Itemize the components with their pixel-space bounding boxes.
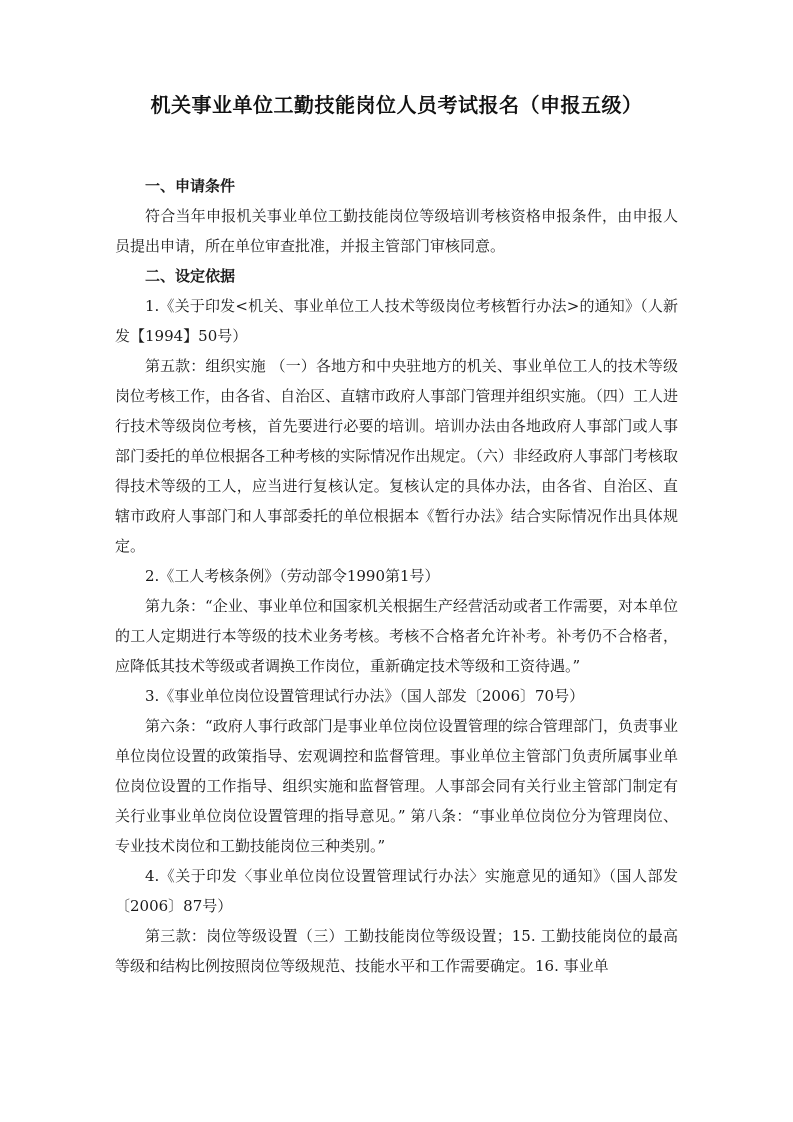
section-heading-application-conditions: 一、申请条件 bbox=[145, 177, 236, 195]
paragraph-basis-3-title: 3.《事业单位岗位设置管理试行办法》（国人部发〔2006〕70号） bbox=[145, 687, 585, 705]
paragraph-basis-4-content: 第三款：岗位等级设置（三）工勤技能岗位等级设置；15. 工勤技能岗位的最高等级和结构比例按照岗位等级规范、技能水平和工作需要确定。16. 事业单 bbox=[115, 927, 678, 975]
paragraph-basis-2-title: 2.《工人考核条例》（劳动部令1990第1号） bbox=[145, 567, 440, 585]
paragraph-basis-1-title: 1.《关于印发<机关、事业单位工人技术等级岗位考核暂行办法>的通知》（人新发【1994】50号） bbox=[115, 297, 678, 345]
paragraph-basis-4-title: 4.《关于印发〈事业单位岗位设置管理试行办法〉实施意见的通知》（国人部发〔2006〕87号） bbox=[115, 867, 678, 915]
paragraph-basis-1-content: 第五款：组织实施 （一）各地方和中央驻地方的机关、事业单位工人的技术等级岗位考核工作，由各省、自治区、直辖市政府人事部门管理并组织实施。（四）工人进行技术等级岗位考核，首先要进行必要的培训。培训办法由各地政府人事部门或人事部门委托的单位根据各工种考核的实际情况作出规定。（六）非经政府人事部门考核取得技术等级的工人，应当进行复核认定。复核认定的具体办法，由各省、自治区、直辖市政府人事部门和人事部委托的单位根据本《暂行办法》结合实际情况作出具体规定。 bbox=[115, 357, 678, 555]
paragraph-basis-2-content: 第九条：“企业、事业单位和国家机关根据生产经营活动或者工作需要，对本单位的工人定期进行本等级的技术业务考核。考核不合格者允许补考。补考仍不合格者，应降低其技术等级或者调换工作岗位，重新确定技术等级和工资待遇。” bbox=[115, 597, 678, 675]
document-title: 机关事业单位工勤技能岗位人员考试报名（申报五级） bbox=[150, 93, 643, 117]
paragraph-application-conditions: 符合当年申报机关事业单位工勤技能岗位等级培训考核资格申报条件，由申报人员提出申请，所在单位审查批准，并报主管部门审核同意。 bbox=[115, 207, 678, 255]
paragraph-basis-3-content: 第六条：“政府人事行政部门是事业单位岗位设置管理的综合管理部门，负责事业单位岗位设置的政策指导、宏观调控和监督管理。事业单位主管部门负责所属事业单位岗位设置的工作指导、组织实施和监督管理。人事部会同有关行业主管部门制定有关行业事业单位岗位设置管理的指导意见。” 第八条：“事业单位岗位分为管理岗位、专业技术岗位和工勤技能岗位三种类别。” bbox=[115, 717, 678, 855]
section-heading-legal-basis: 二、设定依据 bbox=[145, 267, 236, 285]
document-body bbox=[115, 171, 678, 981]
